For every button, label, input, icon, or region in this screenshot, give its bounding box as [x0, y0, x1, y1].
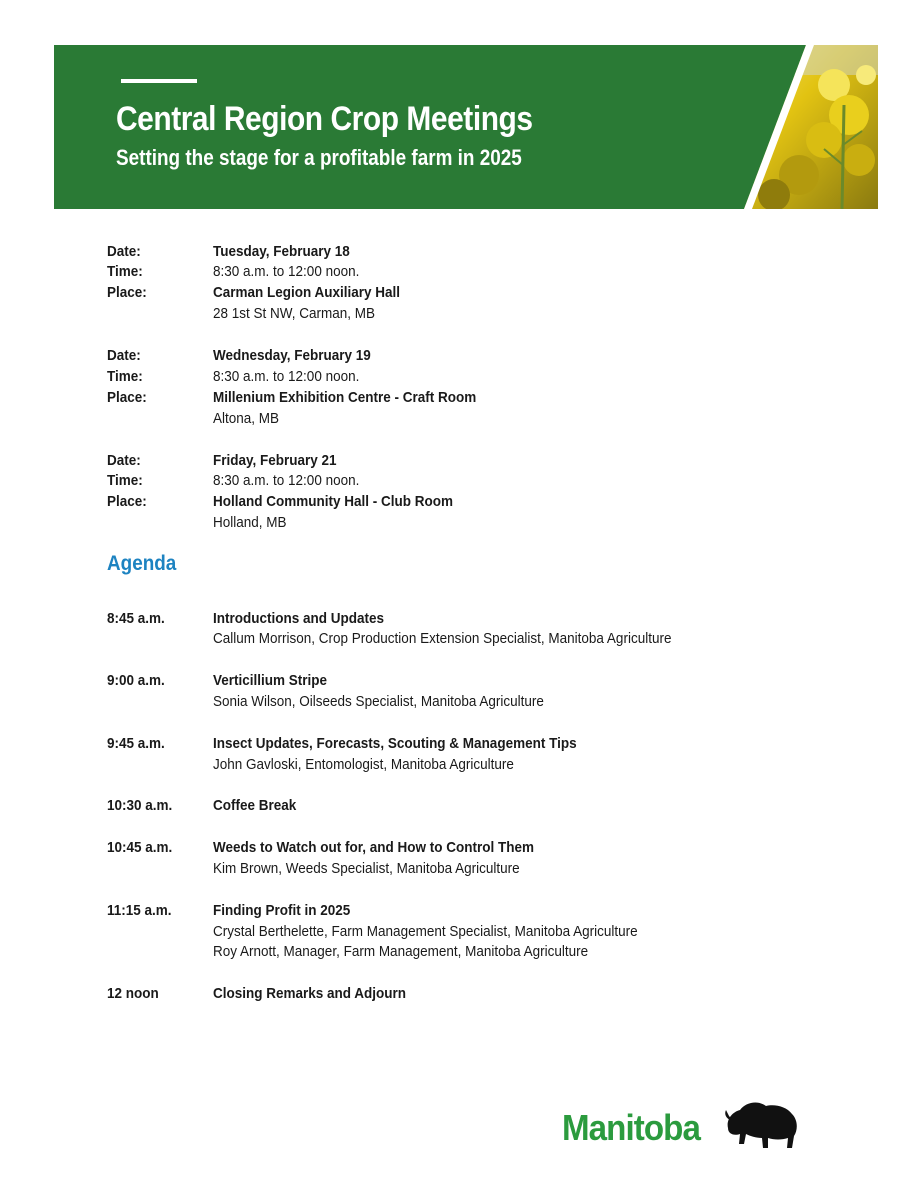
meeting-2-place-row [0, 388, 905, 408]
agenda-title: Weeds to Watch out for, and How to Control Them [213, 839, 534, 856]
agenda-time: 12 noon [107, 985, 159, 1002]
meeting-place: Carman Legion Auxiliary Hall [213, 284, 401, 301]
meeting-1-time-row [0, 262, 905, 282]
agenda-time: 9:45 a.m. [107, 735, 165, 752]
agenda-speaker-row [0, 629, 905, 649]
agenda-speaker-row [0, 942, 905, 962]
meeting-address: Altona, MB [213, 410, 280, 427]
agenda-item [0, 671, 905, 691]
meeting-place: Holland Community Hall - Club Room [213, 493, 454, 510]
meeting-time: 8:30 a.m. to 12:00 noon. [213, 368, 360, 385]
agenda-item [0, 609, 905, 629]
meeting-1-address-row [0, 304, 905, 324]
agenda-time: 8:45 a.m. [107, 610, 165, 627]
time-label: Time: [107, 263, 143, 280]
agenda-item [0, 796, 905, 816]
bison-icon [722, 1098, 802, 1150]
place-label: Place: [107, 389, 147, 406]
manitoba-logo-wordmark: Manitoba [562, 1107, 700, 1148]
agenda-title: Introductions and Updates [213, 610, 385, 627]
date-label: Date: [107, 452, 141, 469]
meeting-3-time-row [0, 471, 905, 491]
meeting-date: Tuesday, February 18 [213, 243, 350, 260]
agenda-speaker-row [0, 859, 905, 879]
agenda-time: 10:30 a.m. [107, 797, 173, 814]
agenda-speaker: Roy Arnott, Manager, Farm Management, Manitoba Agriculture [213, 943, 589, 960]
agenda-speaker: Callum Morrison, Crop Production Extension Specialist, Manitoba Agriculture [213, 630, 672, 647]
agenda-speaker-row [0, 922, 905, 942]
meeting-date: Wednesday, February 19 [213, 347, 371, 364]
agenda-item [0, 901, 905, 921]
page-subtitle: Setting the stage for a profitable farm in 2025 [116, 145, 522, 170]
place-label: Place: [107, 493, 147, 510]
meeting-2-address-row [0, 409, 905, 429]
page-title: Central Region Crop Meetings [116, 100, 533, 138]
agenda-time: 11:15 a.m. [107, 902, 172, 919]
agenda-item [0, 984, 905, 1004]
meeting-address: 28 1st St NW, Carman, MB [213, 305, 376, 322]
meeting-3-date-row [0, 451, 905, 471]
agenda-item [0, 734, 905, 754]
agenda-title: Verticillium Stripe [213, 672, 328, 689]
time-label: Time: [107, 472, 143, 489]
agenda-time: 10:45 a.m. [107, 839, 173, 856]
meeting-date: Friday, February 21 [213, 452, 337, 469]
meeting-place: Millenium Exhibition Centre - Craft Room [213, 389, 477, 406]
agenda-heading: Agenda [107, 552, 177, 575]
place-label: Place: [107, 284, 147, 301]
agenda-speaker-row [0, 692, 905, 712]
meeting-1-date-row [0, 242, 905, 262]
meeting-2-date-row [0, 346, 905, 366]
agenda-title: Closing Remarks and Adjourn [213, 985, 407, 1002]
agenda-speaker-row [0, 755, 905, 775]
banner-accent-rule [121, 79, 197, 83]
agenda-speaker: John Gavloski, Entomologist, Manitoba Agriculture [213, 756, 514, 773]
agenda-title: Coffee Break [213, 797, 297, 814]
meeting-3-place-row [0, 492, 905, 512]
meeting-2-time-row [0, 367, 905, 387]
meeting-time: 8:30 a.m. to 12:00 noon. [213, 472, 360, 489]
meeting-1-place-row [0, 283, 905, 303]
meeting-time: 8:30 a.m. to 12:00 noon. [213, 263, 360, 280]
date-label: Date: [107, 347, 141, 364]
time-label: Time: [107, 368, 143, 385]
agenda-title: Finding Profit in 2025 [213, 902, 351, 919]
date-label: Date: [107, 243, 141, 260]
agenda-title: Insect Updates, Forecasts, Scouting & Management Tips [213, 735, 577, 752]
agenda-time: 9:00 a.m. [107, 672, 165, 689]
agenda-speaker: Kim Brown, Weeds Specialist, Manitoba Agriculture [213, 860, 520, 877]
agenda-speaker: Crystal Berthelette, Farm Management Specialist, Manitoba Agriculture [213, 923, 638, 940]
agenda-speaker: Sonia Wilson, Oilseeds Specialist, Manitoba Agriculture [213, 693, 544, 710]
meeting-address: Holland, MB [213, 514, 287, 531]
agenda-item [0, 838, 905, 858]
meeting-3-address-row [0, 513, 905, 533]
